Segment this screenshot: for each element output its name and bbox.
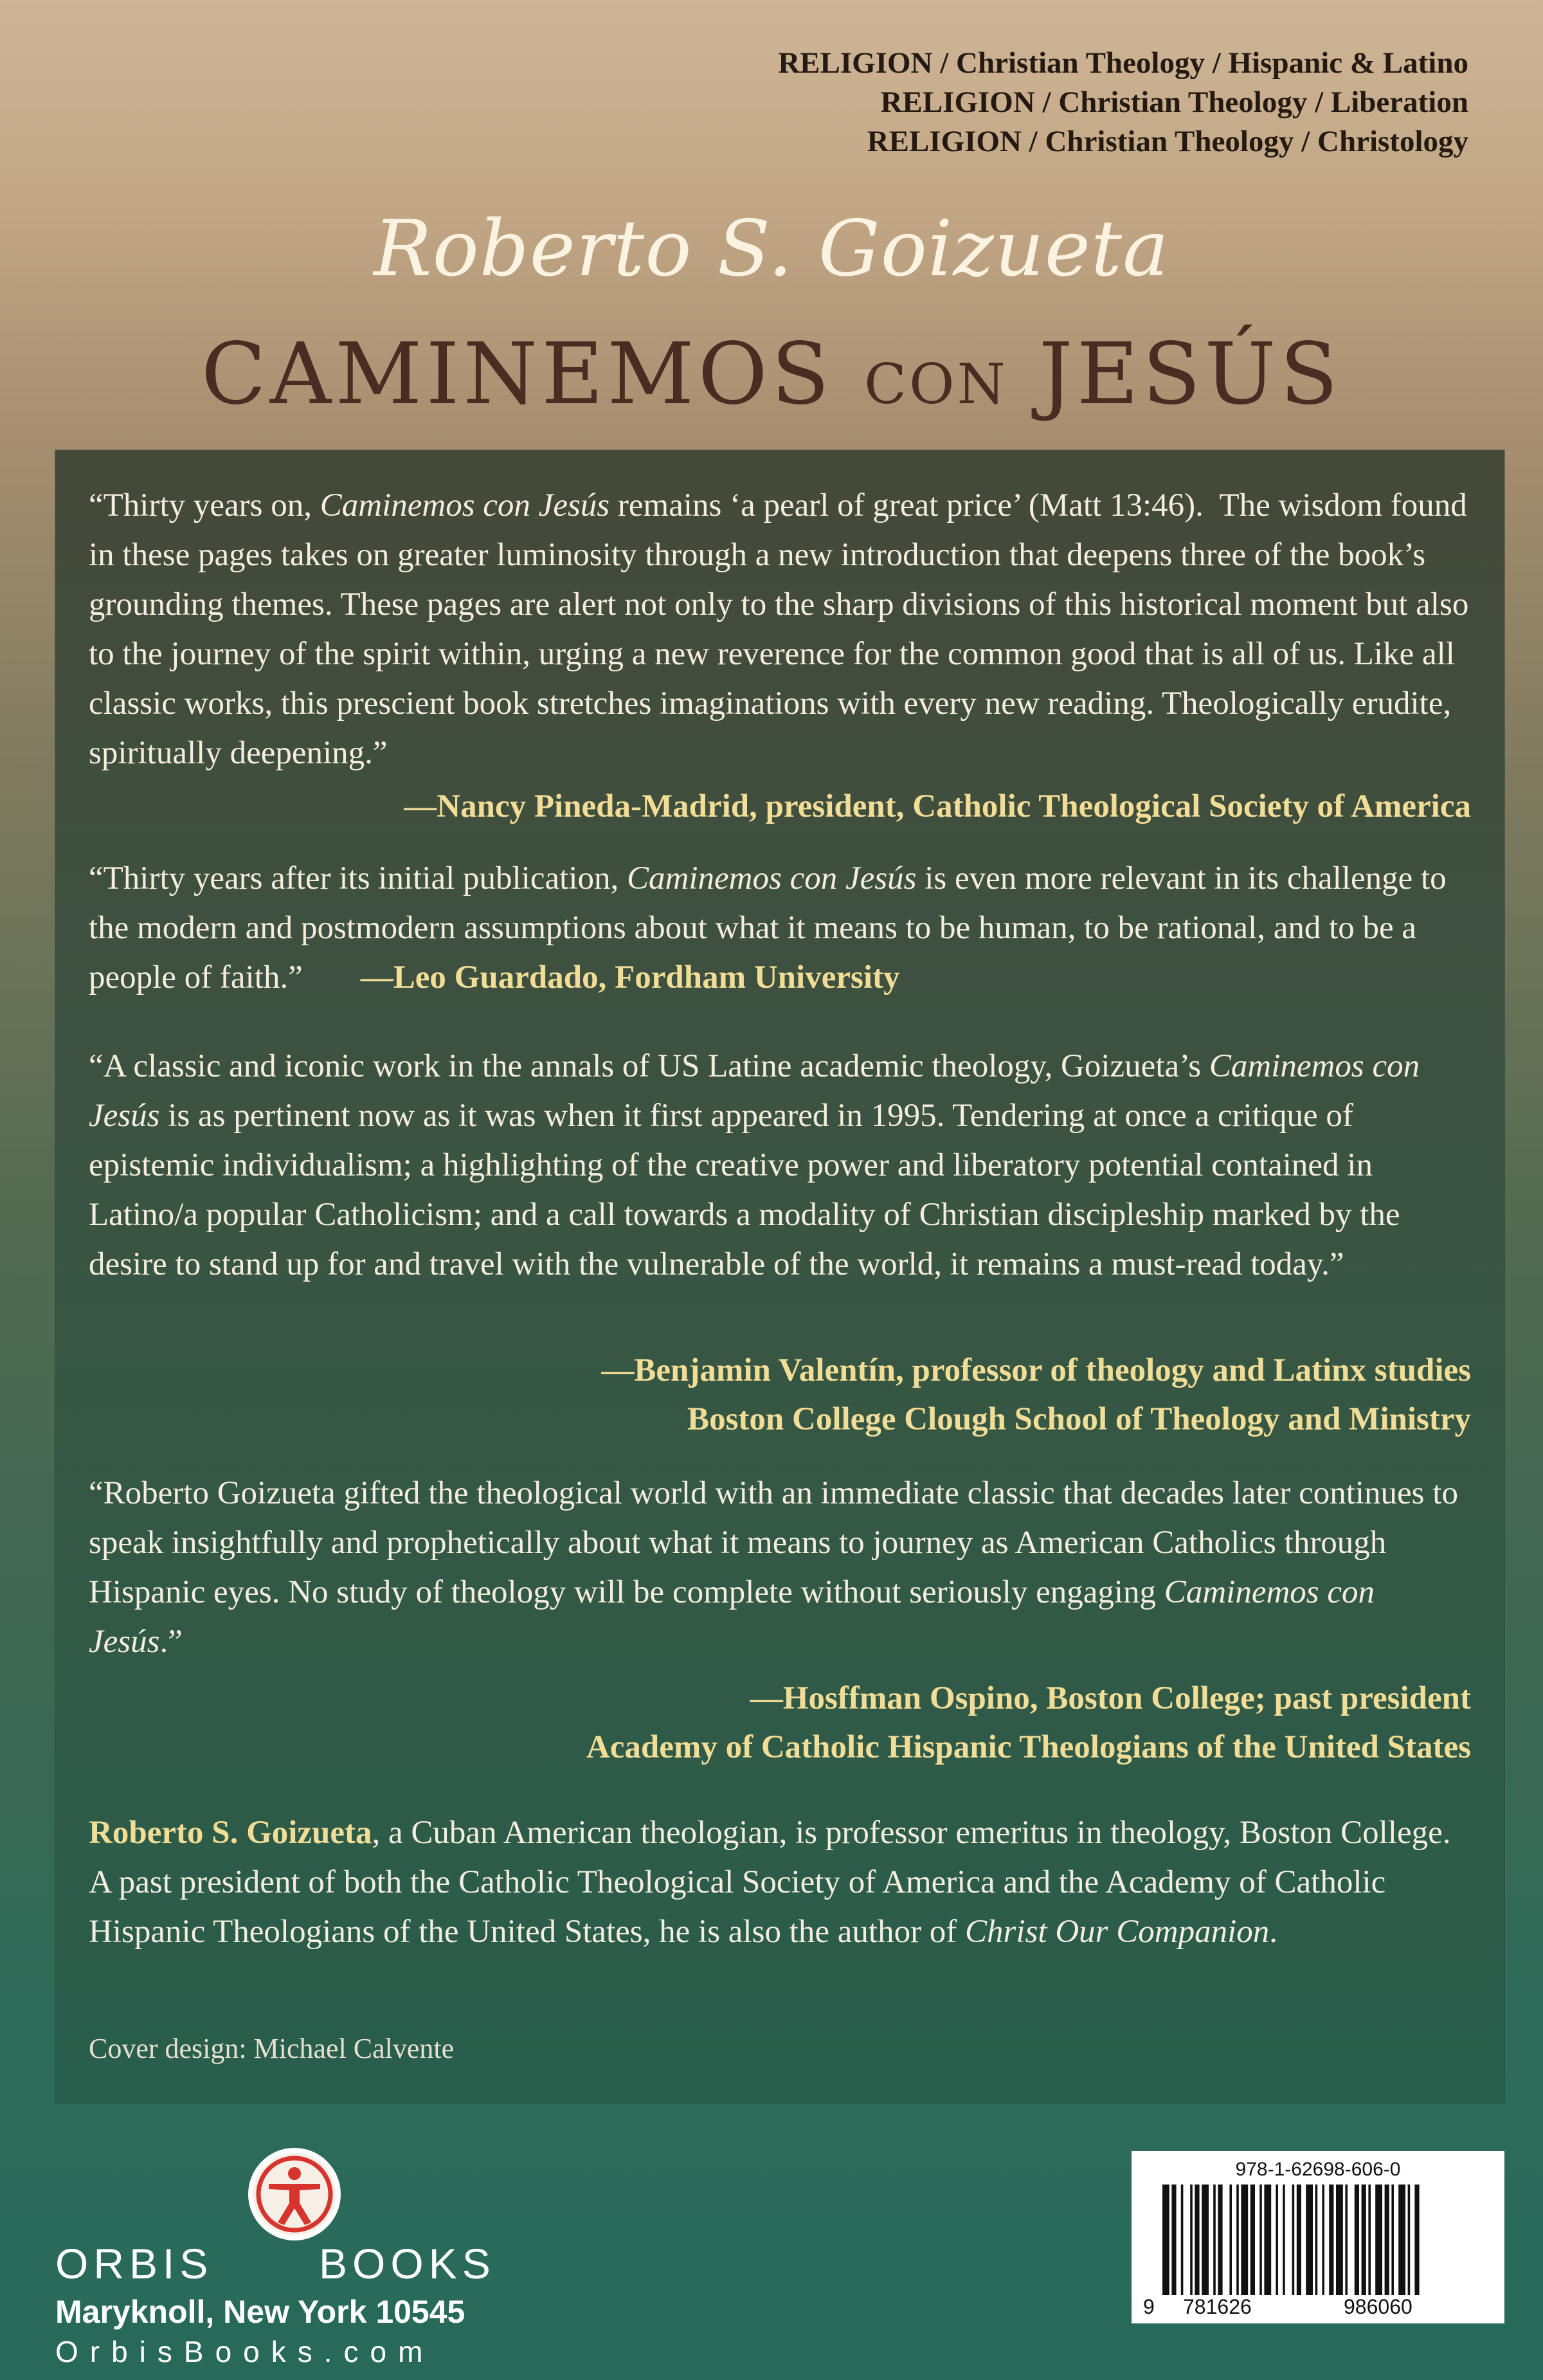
author-bio bbox=[89, 1808, 1471, 1957]
category-line: RELIGION / Christian Theology / Liberation bbox=[880, 86, 1468, 119]
endorsement-quote: “A classic and iconic work in the annals of US Latine academic theology, Goizueta’s Caminemos con Jesús is as pertinent now as it was when it first appeared in 1995. Tendering at once a critique of epistemic individualism; a highlighting of the creative power and liberatory potential contained in Latino/a popular Catholicism; and a call towards a modality of Christian discipleship marked by the desire to stand up for and travel with the vulnerable of the world, it remains a must-read today.” bbox=[89, 1048, 1420, 1282]
publisher-address: Maryknoll, New York 10545 bbox=[55, 2294, 465, 2330]
cover-design-credit: Cover design: Michael Calvente bbox=[89, 2033, 455, 2064]
endorsement-attribution bbox=[586, 1674, 1471, 1772]
title-part: CAMINEMOS bbox=[201, 325, 834, 424]
attribution-line: Academy of Catholic Hispanic Theologians of the United States bbox=[586, 1729, 1471, 1765]
attribution-line: —Benjamin Valentín, professor of theology and Latinx studies bbox=[601, 1352, 1471, 1388]
bisac-categories bbox=[778, 44, 1468, 161]
bio-text: , a Cuban American theologian, is professor emeritus in theology, Boston College. A past president of both the Catholic Theological Society of America and the Academy of Catholic Hispanic Theologians of the United States, he is also the author of Christ Our Companion. bbox=[89, 1815, 1451, 1950]
barcode-digits-left: 781626 bbox=[1183, 2295, 1252, 2318]
author-name: Roberto S. Goizueta bbox=[374, 204, 1169, 294]
publisher-website: OrbisBooks.com bbox=[55, 2335, 435, 2368]
endorsement-attribution bbox=[404, 782, 1471, 831]
endorsement-attribution: —Leo Guardado, Fordham University bbox=[360, 959, 900, 995]
title-part: JESÚS bbox=[1038, 325, 1342, 424]
endorsements-panel bbox=[55, 450, 1504, 2103]
barcode-digit: 9 bbox=[1143, 2295, 1155, 2318]
isbn-barcode bbox=[1132, 2151, 1504, 2323]
barcode-bars bbox=[1162, 2185, 1474, 2295]
bio-name: Roberto S. Goizueta bbox=[89, 1815, 372, 1851]
orbis-figure-icon bbox=[248, 2148, 341, 2240]
publisher-word: ORBIS bbox=[55, 2240, 213, 2287]
attribution-line: —Hosffman Ospino, Boston College; past president bbox=[750, 1680, 1471, 1716]
publisher-word: BOOKS bbox=[319, 2240, 496, 2287]
category-line: RELIGION / Christian Theology / Christology bbox=[867, 125, 1468, 158]
book-title bbox=[0, 325, 1543, 430]
endorsement-quote bbox=[89, 854, 1471, 1003]
category-line: RELIGION / Christian Theology / Hispanic & Latino bbox=[778, 46, 1468, 80]
endorsement-quote: “Roberto Goizueta gifted the theological world with an immediate classic that decades later continues to speak insightfully and prophetically about what it means to journey as American Catholics through Hispanic eyes. No study of theology will be complete without seriously engaging Caminemos con Jesús.” bbox=[89, 1475, 1458, 1660]
isbn-number: 978-1-62698-606-0 bbox=[1235, 2159, 1401, 2180]
title-part: CON bbox=[864, 352, 1008, 417]
endorsement-quote: “Thirty years on, Caminemos con Jesús remains ‘a pearl of great price’ (Matt 13:46). The wisdom found in these pages takes on greater luminosity through a new introduction that deepens three of the book’s grounding themes. These pages are alert not only to the sharp divisions of this historical moment but also to the journey of the spirit within, urging a new reverence for the common good that is all of us. Like all classic works, this prescient book stretches imaginations with every new reading. Theologically erudite, spiritually deepening.” bbox=[89, 487, 1469, 771]
endorsement-attribution bbox=[601, 1346, 1471, 1444]
attribution-line: —Nancy Pineda-Madrid, president, Catholic Theological Society of America bbox=[404, 788, 1471, 824]
quote-text: “Thirty years after its initial publication, Caminemos con Jesús is even more relevant in its challenge to the modern and postmodern assumptions about what it means to be human, to be rational, and to be a people of faith.” bbox=[89, 860, 1447, 995]
attribution-line: Boston College Clough School of Theology and Ministry bbox=[687, 1401, 1471, 1437]
barcode-digits-right: 986060 bbox=[1344, 2295, 1412, 2318]
